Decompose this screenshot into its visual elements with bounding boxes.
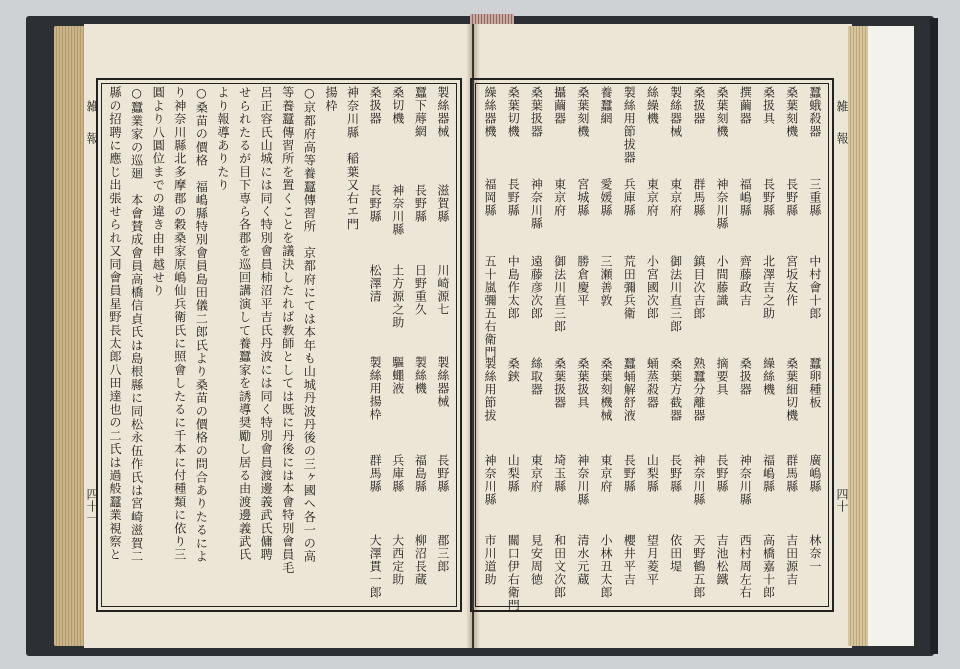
- entry-item: 桑葉刻機械: [599, 356, 614, 422]
- entry-column: [573, 86, 592, 604]
- entry-person: 小林丑太郎: [599, 533, 614, 599]
- entry-item: 繰絲機: [761, 356, 776, 396]
- entry-person: 郡三郎: [435, 534, 450, 573]
- entry-person: 川崎源七: [435, 264, 450, 316]
- entry-person: 小宮國次郎: [645, 255, 660, 321]
- entry-person: 御法川直三郎: [552, 255, 567, 334]
- entry-person: 遠藤彦次郎: [529, 255, 544, 321]
- text-line: ○京都府高等養蠶傳習所 京都府にては本年も山城丹波丹後の三ヶ國へ各一の高: [302, 86, 317, 563]
- entry-item: 驅蠅液: [390, 356, 405, 395]
- entry-item: 絲取器: [529, 356, 544, 396]
- entry-item: 桑葉扱器: [552, 356, 567, 409]
- entry-item: 絲繰機: [645, 86, 660, 125]
- entry-person: 市川道助: [483, 533, 497, 586]
- entry-item: 熟蠶分離器: [691, 356, 706, 422]
- entry-prefecture: 兵庫縣: [622, 177, 637, 217]
- entry-person: 林奈一: [807, 533, 822, 573]
- entry-column: [480, 86, 499, 604]
- entry-prefecture: 神奈川縣: [691, 454, 706, 507]
- entry-person: 鎮目次吉郎: [691, 255, 706, 321]
- entry-person: 吉田源吉: [784, 533, 799, 586]
- entry-person: 土方源之助: [390, 264, 405, 329]
- entry-item: 桑扱器: [691, 86, 706, 125]
- entry-prefecture: 長野縣: [622, 454, 637, 494]
- entry-item: 桑扱器: [368, 86, 383, 125]
- entry-prefecture: 群馬縣: [784, 454, 799, 494]
- entry-person: 中島作太郎: [506, 255, 521, 321]
- entry-person: 中村會十郎: [807, 255, 822, 321]
- entry-prefecture: 東京府: [552, 177, 567, 217]
- entry-prefecture: 長野縣: [413, 184, 428, 223]
- entry-person: 宮坂友作: [784, 255, 799, 308]
- entry-item: 桑葉刻機: [575, 86, 590, 138]
- entry-column: [596, 86, 615, 604]
- right-page-number: 四十: [835, 488, 849, 512]
- entry-item: 製絲用節拔: [483, 356, 497, 422]
- entry-person: 大澤貫一郎: [368, 534, 383, 599]
- entry-person: 望月菱平: [645, 533, 660, 586]
- entry-prefecture: 福嶋縣: [761, 454, 776, 494]
- entry-person: 荒田彌兵衛: [622, 255, 637, 321]
- entry-column: [782, 86, 801, 604]
- entry-person: 北澤吉之助: [761, 255, 776, 321]
- left-columns: [106, 86, 452, 604]
- entry-person: 和田文次郎: [552, 533, 567, 599]
- entry-person: 西村周左右: [738, 533, 753, 599]
- entry-prefecture: 東京府: [645, 177, 660, 217]
- left-running-head: 雑 報: [85, 100, 99, 152]
- entry-item: 製絲器械: [435, 356, 450, 408]
- text-line: 圓より八圓位までの違き由申越せり: [151, 86, 166, 298]
- entry-column: [526, 86, 545, 604]
- entry-person: 依田堤: [668, 533, 683, 573]
- entry-column: [433, 86, 452, 604]
- entry-column: [689, 86, 708, 604]
- entry-item: 桑鋏: [506, 356, 521, 383]
- entry-item: 製絲機: [413, 356, 428, 395]
- entry-prefecture: 三重縣: [807, 177, 822, 217]
- right-running-head: 雑 報: [835, 100, 849, 152]
- entry-person: 關口伊右衛門: [506, 533, 521, 612]
- entry-person: 三瀬善敦: [599, 255, 614, 308]
- entry-item: 桑葉刻機: [784, 86, 799, 138]
- entry-person: 清水元蔵: [575, 533, 590, 586]
- entry-item: 製絲器械: [435, 86, 450, 138]
- entry-item: 蠶下蓐網: [413, 86, 428, 138]
- entry-column: [666, 86, 685, 604]
- entry-prefecture: 神奈川縣: [529, 177, 544, 230]
- entry-column: [388, 86, 407, 604]
- entry-person: 御法川直三郎: [668, 255, 683, 334]
- text-line: 呂正容氏山城には同く特別會員柿沼平吉氏丹波には同く特別會員渡邊義武氏傭聘: [259, 86, 274, 562]
- entry-person: 天野鶴五郎: [691, 533, 706, 599]
- entry-item: 桑扱器: [738, 356, 753, 396]
- entry-item: 摘要具: [715, 356, 730, 396]
- entry-person: 高橋嘉十郎: [761, 533, 776, 599]
- text-line: ○蠶業家の巡廻 本會賛成會員高橋信貞氏は島根縣に同松永伍作氏は宮崎滋賀二: [129, 86, 144, 563]
- entry-prefecture: 廣嶋縣: [807, 454, 822, 494]
- entry-prefecture: 長野縣: [715, 454, 730, 494]
- entry-prefecture: 神奈川縣: [483, 454, 497, 507]
- text-line: 等養蠶傳習所を置くことを議決したれば教師としては既に丹後には本會特別會員毛: [280, 86, 295, 575]
- entry-column: [712, 86, 731, 604]
- entry-item: 桑扱具: [761, 86, 776, 125]
- entry-prefecture: 長野縣: [668, 454, 683, 494]
- entry-prefecture: 兵庫縣: [390, 454, 405, 493]
- entry-prefecture: 長野縣: [761, 177, 776, 217]
- entry-column: [410, 86, 429, 604]
- entry-person: 柳沼長蔵: [413, 534, 428, 586]
- entry-person: 勝倉慶平: [575, 255, 590, 308]
- text-line: せられたるが目下専ら各郡を巡回講演して養蠶家を誘導奨勵し居る由渡邊義武氏: [237, 86, 252, 562]
- text-line: 神奈川縣 稲葉又右エ門: [345, 86, 360, 232]
- entry-person: 日野重久: [413, 264, 428, 316]
- entry-prefecture: 神奈川縣: [715, 177, 730, 230]
- entry-prefecture: 東京府: [529, 454, 544, 494]
- text-line: より報導ありたり: [215, 86, 230, 192]
- flyleaf: [868, 26, 914, 646]
- entry-prefecture: 東京府: [668, 177, 683, 217]
- entry-column: [619, 86, 638, 604]
- entry-prefecture: 愛媛縣: [599, 177, 614, 217]
- entry-column: [805, 86, 824, 604]
- entry-item: 蠶蛹解舒液: [622, 356, 637, 422]
- entry-person: 見安周徳: [529, 533, 544, 586]
- entry-prefecture: 福嶋縣: [738, 177, 753, 217]
- entry-item: 蠶卵種板: [807, 356, 822, 409]
- text-line: 縣の招聘に應じ出張せられ又同會員星野長太郎八田達也の二氏は過般蠶業視察と: [108, 86, 122, 562]
- text-line: ○桑苗の價格 福嶋縣特別會員島田儀二郎氏より桑苗の價格の問合ありたるによ: [194, 86, 209, 563]
- entry-prefecture: 山梨縣: [506, 454, 521, 494]
- entry-column: [758, 86, 777, 604]
- page-edges-left: [54, 26, 86, 646]
- entry-person: 五十嵐彌五右衛門: [483, 255, 497, 360]
- entry-item: 桑葉切機: [506, 86, 521, 138]
- entry-person: 櫻井平吉: [622, 533, 637, 586]
- entry-prefecture: 長野縣: [784, 177, 799, 217]
- entry-item: 繰絲器機: [483, 86, 497, 138]
- entry-prefecture: 福島縣: [413, 454, 428, 493]
- entry-prefecture: 宮城縣: [575, 177, 590, 217]
- entry-prefecture: 神奈川縣: [575, 454, 590, 507]
- entry-prefecture: 滋賀縣: [435, 184, 450, 223]
- entry-column: [365, 86, 384, 604]
- entry-column: [503, 86, 522, 612]
- entry-item: 蠶蛾殺器: [807, 86, 822, 138]
- entry-item: 桑葉扱具: [575, 356, 590, 409]
- entry-item: 桑葉扱器: [529, 86, 544, 138]
- entry-prefecture: 福岡縣: [483, 177, 497, 217]
- entry-item: 桑葉刻機: [715, 86, 730, 138]
- entry-person: 大西定助: [390, 534, 405, 586]
- entry-prefecture: 東京府: [599, 454, 614, 494]
- entry-item: 攝繭器: [552, 86, 567, 125]
- entry-prefecture: 長野縣: [368, 184, 383, 223]
- entry-item: 桑葉細切機: [784, 356, 799, 422]
- entry-column: [735, 86, 754, 604]
- entry-item: 製絲用揚枠: [368, 356, 383, 421]
- text-line: 揚枠: [323, 86, 338, 113]
- entry-prefecture: 群馬縣: [691, 177, 706, 217]
- entry-prefecture: 埼玉縣: [552, 454, 567, 494]
- entry-column: [642, 86, 661, 604]
- entry-item: 蛹蒸殺器: [645, 356, 660, 409]
- entry-prefecture: 群馬縣: [368, 454, 383, 493]
- entry-person: 吉池松鐵: [715, 533, 730, 586]
- bookmark-ribbon: [470, 14, 514, 24]
- right-text-frame: [470, 78, 834, 612]
- entry-item: 桑切機: [390, 86, 405, 125]
- entry-column: [550, 86, 569, 604]
- entry-item: 撰繭器: [738, 86, 753, 125]
- entry-item: 養蠶網: [599, 86, 614, 125]
- left-page-number: 四十一: [85, 488, 99, 524]
- entry-prefecture: 神奈川縣: [390, 184, 405, 236]
- entry-person: 小間藤識: [715, 255, 730, 308]
- entry-person: 齊藤政吉: [738, 255, 753, 308]
- entry-prefecture: 長野縣: [506, 177, 521, 217]
- entry-prefecture: 長野縣: [435, 454, 450, 493]
- entry-prefecture: 山梨縣: [645, 454, 660, 494]
- entry-item: 製絲用節拔器: [622, 86, 637, 164]
- entry-person: 松澤清: [368, 264, 383, 303]
- left-text-frame: [96, 78, 462, 612]
- entry-item: 製絲器械: [668, 86, 683, 138]
- page-edges-right: [848, 26, 870, 646]
- entry-prefecture: 神奈川縣: [738, 454, 753, 507]
- text-line: り神奈川縣北多摩郡の穀桑家原嶋仙兵衛氏に照會したるに千本に付種類に依り三: [172, 86, 187, 562]
- right-columns: [480, 86, 824, 612]
- cover-edge: [930, 18, 938, 654]
- entry-item: 桑葉方截器: [668, 356, 683, 422]
